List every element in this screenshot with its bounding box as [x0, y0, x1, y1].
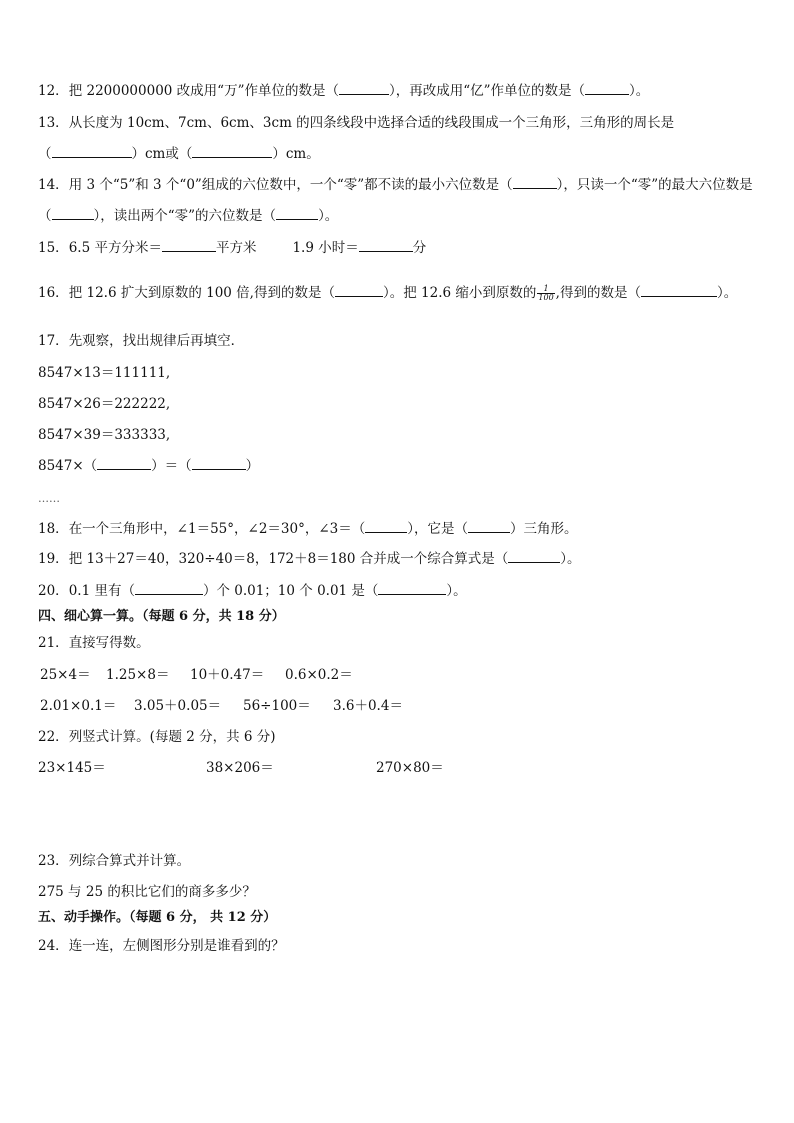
question-number: 18．	[38, 521, 69, 537]
answer-blank[interactable]	[135, 582, 203, 595]
question-text: ）cm。	[272, 146, 320, 162]
equation-2: 8547×26＝222222,	[38, 396, 171, 412]
question-text: 连一连，左侧图形分别是谁看到的？	[68, 938, 285, 954]
fraction-numerator: 1	[537, 285, 554, 294]
vertical-calc-item: 38×206＝	[206, 760, 274, 776]
question-number: 15．	[38, 240, 69, 256]
calc-item: 0.6×0.2＝	[285, 667, 353, 683]
question-number: 17．	[38, 333, 69, 349]
question-text: （	[38, 146, 52, 162]
section-5-heading: 五、动手操作。（每题 6 分， 共 12 分）	[38, 910, 277, 925]
question-text: 0.1 里有（	[68, 583, 135, 599]
question-text: 6.5 平方分米＝	[68, 240, 162, 256]
answer-blank[interactable]	[585, 82, 629, 95]
equation-3: 8547×39＝333333,	[38, 427, 171, 443]
question-text: 把 12.6 扩大到原数的 100 倍,得到的数是（	[68, 285, 335, 301]
question-text: 直接写得数。	[68, 635, 150, 651]
question-18	[38, 520, 578, 538]
question-text: ），它是（	[407, 521, 468, 537]
question-text: ），再改成用“亿”作单位的数是（	[388, 83, 586, 99]
question-text: ）cm或（	[131, 146, 193, 162]
answer-blank[interactable]	[339, 82, 389, 95]
answer-blank[interactable]	[276, 207, 318, 220]
question-19	[38, 550, 581, 568]
answer-blank[interactable]	[468, 520, 510, 533]
question-number: 24．	[38, 938, 69, 954]
question-text: ），读出两个“零”的六位数是（	[93, 208, 277, 224]
answer-blank[interactable]	[97, 457, 151, 470]
question-23	[38, 852, 190, 870]
calc-item: 1.25×8＝	[106, 667, 170, 683]
calc-item: 3.05＋0.05＝	[134, 698, 222, 714]
question-number: 20．	[38, 583, 69, 599]
question-text: （	[38, 208, 52, 224]
question-20	[38, 582, 467, 600]
equation-1: 8547×13＝111111,	[38, 365, 171, 381]
answer-blank[interactable]	[508, 550, 560, 563]
question-23-text: 275 与 25 的积比它们的商多多少？	[38, 884, 256, 900]
question-text: 8547×（	[38, 458, 98, 474]
answer-blank[interactable]	[192, 457, 246, 470]
question-text: 在一个三角形中，∠1＝55°，∠2＝30°，∠3＝（	[68, 521, 366, 537]
question-text: 列竖式计算。(每题 2 分，共 6 分)	[68, 729, 276, 745]
question-text: ）	[245, 458, 260, 474]
calc-item: 25×4＝	[40, 667, 91, 683]
question-12	[38, 82, 649, 100]
question-22	[38, 728, 276, 746]
question-24	[38, 937, 285, 955]
vertical-calc-item: 270×80＝	[376, 760, 444, 776]
equation-4	[38, 457, 259, 475]
question-14-line-2	[38, 207, 338, 225]
question-number: 12．	[38, 83, 69, 99]
question-13	[38, 114, 674, 132]
fraction	[537, 285, 554, 302]
vertical-calc-item: 23×145＝	[38, 760, 106, 776]
answer-blank[interactable]	[359, 239, 413, 252]
question-text: ）三角形。	[510, 521, 578, 537]
question-16	[38, 284, 737, 302]
question-text: ）。	[629, 83, 650, 99]
question-text: ）。把 12.6 缩小到原数的	[382, 285, 537, 301]
question-13-line-2	[38, 145, 320, 163]
answer-blank[interactable]	[378, 582, 446, 595]
answer-blank[interactable]	[52, 207, 94, 220]
question-text: 平方米	[215, 240, 257, 256]
answer-blank[interactable]	[335, 284, 383, 297]
question-text: 1.9 小时＝	[292, 240, 359, 256]
question-number: 21．	[38, 635, 69, 651]
question-text: ），只读一个“零”的最大六位数是	[556, 177, 753, 193]
answer-blank[interactable]	[52, 145, 132, 158]
question-text: 把 2200000000 改成用“万”作单位的数是（	[68, 83, 339, 99]
question-number: 13．	[38, 115, 69, 131]
calc-item: 2.01×0.1＝	[40, 698, 117, 714]
question-21	[38, 634, 150, 652]
question-text: 用 3 个“5”和 3 个“0”组成的六位数中，一个“零”都不读的最小六位数是（	[68, 177, 513, 193]
ellipsis: ……	[38, 492, 60, 505]
question-text: 列综合算式并计算。	[68, 853, 191, 869]
answer-blank[interactable]	[192, 145, 272, 158]
calc-item: 10＋0.47＝	[190, 667, 265, 683]
question-text: ）。	[318, 208, 339, 224]
question-14	[38, 176, 753, 194]
question-text: 从长度为 10cm、7cm、6cm、3cm 的四条线段中选择合适的线段围成一个三角形，三角形的周长是	[68, 115, 675, 131]
section-4-heading: 四、细心算一算。（每题 6 分，共 18 分）	[38, 609, 285, 624]
calc-item: 56÷100＝	[243, 698, 311, 714]
question-number: 14．	[38, 177, 69, 193]
question-text: ,得到的数是（	[555, 285, 641, 301]
calc-item: 3.6＋0.4＝	[333, 698, 403, 714]
question-text: ）。	[446, 583, 467, 599]
answer-blank[interactable]	[641, 284, 717, 297]
answer-blank[interactable]	[513, 176, 557, 189]
answer-blank[interactable]	[365, 520, 407, 533]
question-text: 先观察，找出规律后再填空．	[68, 333, 245, 349]
question-number: 19．	[38, 551, 69, 567]
answer-blank[interactable]	[162, 239, 216, 252]
question-text: 分	[412, 240, 427, 256]
question-text: ）。	[560, 551, 581, 567]
question-number: 22．	[38, 729, 69, 745]
fraction-denominator: 100	[538, 293, 554, 302]
question-text: 把 13＋27＝40，320÷40＝8，172＋8＝180 合并成一个综合算式是（	[68, 551, 509, 567]
question-number: 16．	[38, 285, 69, 301]
question-text: ）＝（	[151, 458, 192, 474]
question-number: 23．	[38, 853, 69, 869]
question-text: ）。	[716, 285, 738, 301]
question-15	[38, 239, 426, 257]
question-17	[38, 332, 244, 350]
question-text: ）个 0.01；10 个 0.01 是（	[202, 583, 379, 599]
